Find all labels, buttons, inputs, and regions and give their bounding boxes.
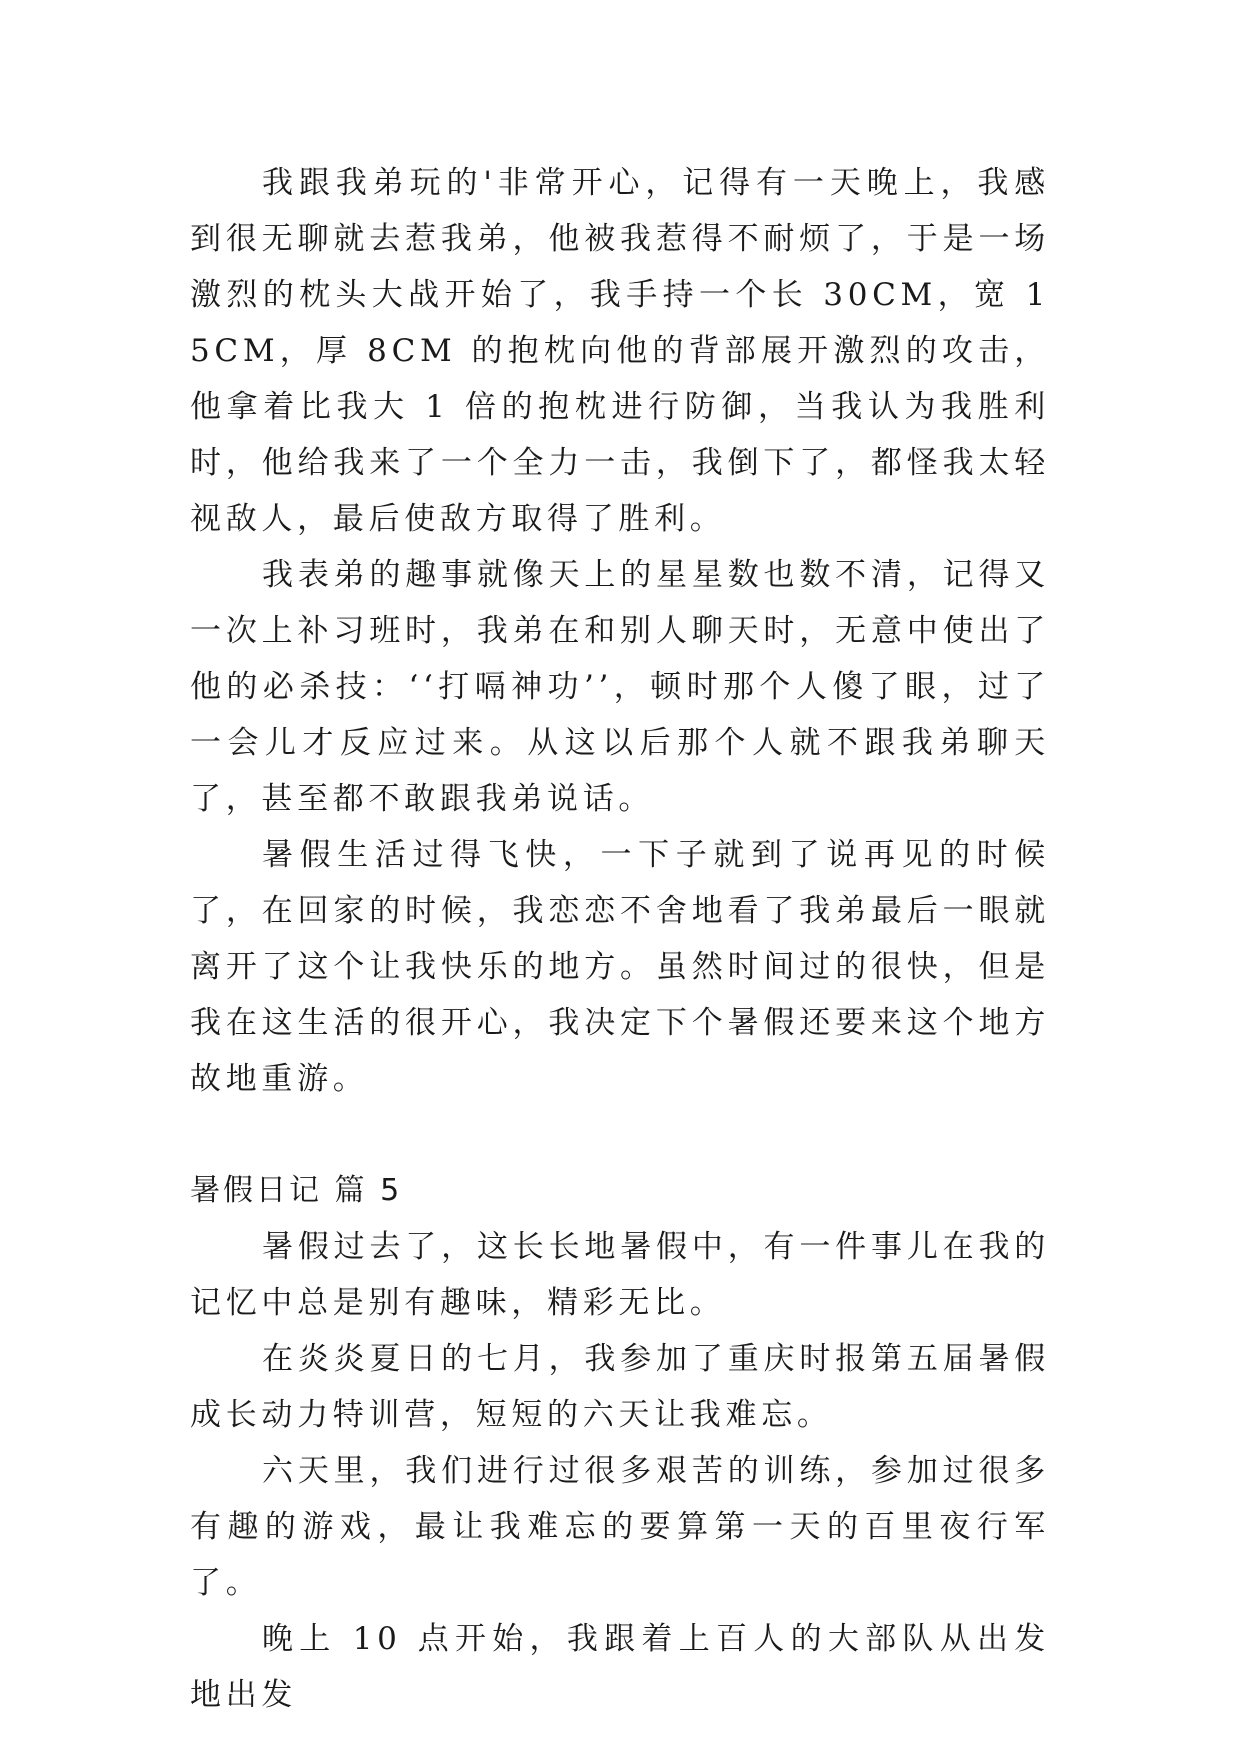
paragraph-summer-farewell: 暑假生活过得飞快，一下子就到了说再见的时候了，在回家的时候，我恋恋不舍地看了我弟最后一眼就离开了这个让我快乐的地方。虽然时间过的很快，但是我在这生活的很开心，我决定下个暑假还要来这个地方故地重游。 (190, 837, 1050, 1097)
section-heading: 暑假日记 篇 5 (190, 1173, 403, 1208)
paragraph-pillow-fight: 我跟我弟玩的'非常开心，记得有一天晚上，我感到很无聊就去惹我弟，他被我惹得不耐烦了，于是一场激烈的枕头大战开始了，我手持一个长 30CM，宽 15CM，厚 8CM 的抱枕向他的背部展开激烈的攻击，他拿着比我大 1 倍的抱枕进行防御，当我认为我胜利时，他给我来了一个全力一击，我倒下了，都怪我太轻视敌人，最后使敌方取得了胜利。 (190, 165, 1050, 537)
paragraph-cousin-anecdote: 我表弟的趣事就像天上的星星数也数不清，记得又一次上补习班时，我弟在和别人聊天时，无意中使出了他的必杀技：‘‘打嗝神功’’，顿时那个人傻了眼，过了一会儿才反应过来。从这以后那个人就不跟我弟聊天了，甚至都不敢跟我弟说话。 (190, 557, 1050, 817)
document-body (190, 155, 1050, 1723)
paragraph-memory-intro: 暑假过去了，这长长地暑假中，有一件事儿在我的记忆中总是别有趣味，精彩无比。 (190, 1229, 1050, 1321)
paragraph-six-days: 六天里，我们进行过很多艰苦的训练，参加过很多有趣的游戏，最让我难忘的要算第一天的百里夜行军了。 (190, 1453, 1050, 1601)
paragraph-training-camp: 在炎炎夏日的七月，我参加了重庆时报第五届暑假成长动力特训营，短短的六天让我难忘。 (190, 1341, 1050, 1433)
paragraph-night-march: 晚上 10 点开始，我跟着上百人的大部队从出发地出发 (190, 1621, 1050, 1713)
